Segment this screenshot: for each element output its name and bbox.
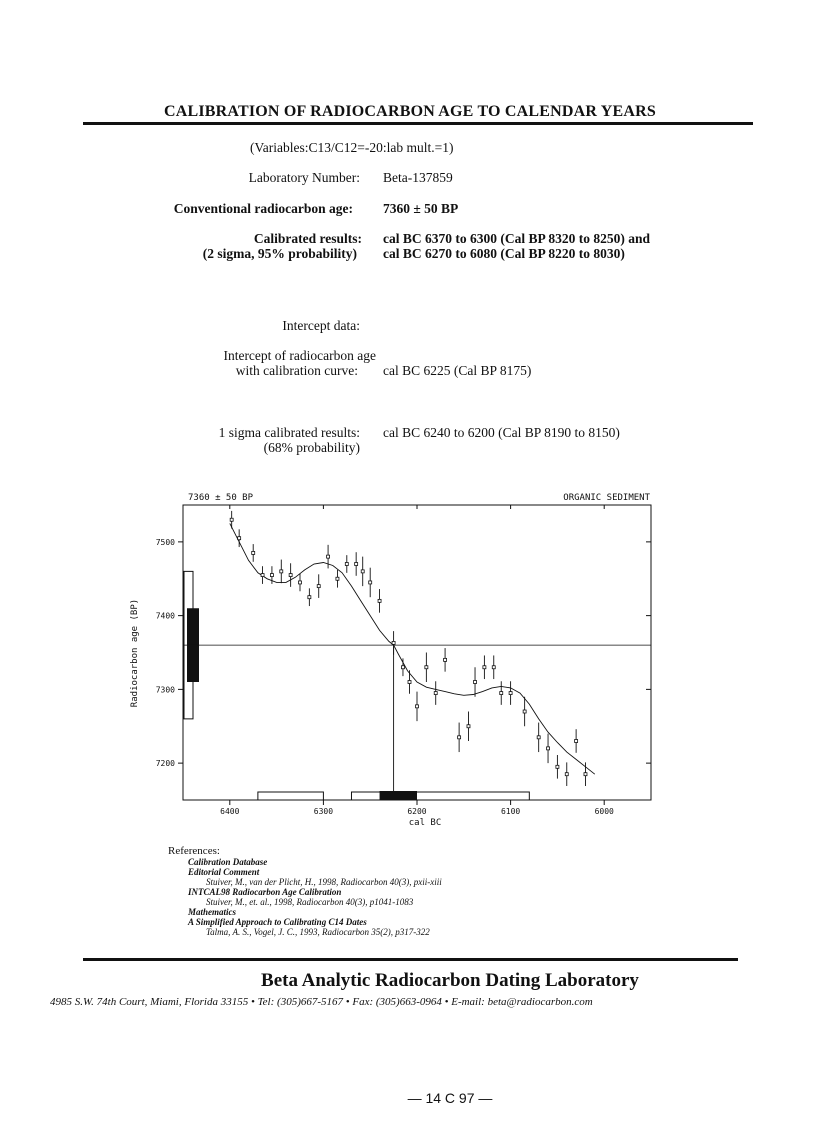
measurement-point (547, 747, 550, 750)
page-title: CALIBRATION OF RADIOCARBON AGE TO CALENDAR YEARS (163, 103, 657, 120)
x-tick-label: 6200 (407, 807, 427, 816)
y-tick-label: 7400 (155, 611, 175, 621)
cal-1sigma-bar (380, 791, 417, 800)
references-heading: References: (168, 845, 220, 857)
measurement-point (408, 681, 411, 684)
measurement-point (492, 666, 495, 669)
intercept-label-2: with calibration curve: (235, 363, 358, 378)
measurement-point (401, 666, 404, 669)
measurement-point (500, 692, 503, 695)
measurement-point (336, 577, 339, 580)
measurement-point (584, 773, 587, 776)
intercept-value: cal BC 6225 (Cal BP 8175) (383, 363, 532, 378)
measurement-point (289, 574, 292, 577)
measurement-point (467, 725, 470, 728)
references-block (168, 845, 442, 937)
lab-address: 4985 S.W. 74th Court, Miami, Florida 33155 • Tel: (305)667-5167 • Fax: (305)663-0964 • E-mail: beta@radiocarbon.com (50, 996, 593, 1008)
sigma1-value: cal BC 6240 to 6200 (Cal BP 8190 to 8150) (383, 425, 620, 440)
measurement-point (230, 518, 233, 521)
measurement-point (270, 574, 273, 577)
conventional-age-label: Conventional radiocarbon age: (173, 201, 353, 216)
measurement-point (238, 537, 241, 540)
y-tick-label: 7200 (155, 759, 175, 769)
chart-title-right: ORGANIC SEDIMENT (563, 493, 650, 503)
reference-title: INTCAL98 Radiocarbon Age Calibration (188, 887, 342, 897)
lab-name: Beta Analytic Radiocarbon Dating Laboratory (261, 970, 639, 991)
measurement-point (361, 570, 364, 573)
calibrated-value-2: cal BC 6270 to 6080 (Cal BP 8220 to 8030) (383, 246, 625, 261)
x-tick-label: 6400 (220, 807, 240, 816)
measurement-point (509, 692, 512, 695)
calibrated-value-1: cal BC 6370 to 6300 (Cal BP 8320 to 8250) and (383, 231, 651, 246)
y-tick-label: 7300 (155, 685, 175, 695)
measurement-point (327, 555, 330, 558)
x-axis (220, 505, 614, 816)
measurement-point (434, 692, 437, 695)
measurement-point (392, 641, 395, 644)
calibration-chart (125, 488, 665, 833)
measurement-point (355, 563, 358, 566)
measurement-point (308, 596, 311, 599)
measurement-point (474, 681, 477, 684)
reference-citation: Stuiver, M., van der Plicht, H., 1998, Radiocarbon 40(3), pxii-xiii (206, 877, 442, 887)
intercept-label-1: Intercept of radiocarbon age (223, 348, 376, 363)
references-list (168, 857, 442, 937)
measurement-point (565, 773, 568, 776)
variables-line: (Variables:C13/C12=-20:lab mult.=1) (250, 140, 454, 155)
measurement-point (416, 705, 419, 708)
measurement-point (483, 666, 486, 669)
measurement-point (537, 736, 540, 739)
reference-title: Mathematics (188, 907, 237, 917)
conventional-age-value: 7360 ± 50 BP (383, 201, 459, 216)
measurement-point (299, 581, 302, 584)
page-number: — 14 C 97 — (407, 1090, 493, 1106)
measurement-point (378, 599, 381, 602)
measurement-point (523, 710, 526, 713)
cal-2sigma-bar (351, 792, 529, 800)
reference-citation: Talma, A. S., Vogel, J. C., 1993, Radiocarbon 35(2), p317-322 (206, 927, 430, 937)
calibrated-label-2: (2 sigma, 95% probability) (202, 246, 357, 261)
measurement-point (556, 765, 559, 768)
sigma1-label-1: 1 sigma calibrated results: (218, 425, 360, 440)
x-axis-label: cal BC (408, 818, 442, 828)
reference-title: Editorial Comment (188, 867, 260, 877)
measurement-point (280, 570, 283, 573)
x-tick-label: 6000 (594, 807, 614, 816)
measurement-point (575, 740, 578, 743)
measurement-point (369, 581, 372, 584)
reference-title: Calibration Database (188, 857, 268, 867)
lab-number-value: Beta-137859 (383, 170, 453, 185)
y-axis (156, 538, 651, 768)
measurement-point (261, 574, 264, 577)
calibrated-label-1: Calibrated results: (253, 231, 362, 246)
chart-title-left: 7360 ± 50 BP (188, 493, 254, 503)
measurement-point (458, 736, 461, 739)
x-tick-label: 6100 (500, 807, 521, 816)
reference-citation: Stuiver, M., et. al., 1998, Radiocarbon 40(3), p1041-1083 (206, 897, 414, 907)
sigma1-label-2: (68% probability) (263, 440, 360, 455)
measurement-point (317, 585, 320, 588)
reference-title: A Simplified Approach to Calibrating C14 Dates (188, 917, 367, 927)
measurement-point (345, 563, 348, 566)
measurement-point (252, 551, 255, 554)
measurement-point (444, 658, 447, 661)
cal-2sigma-bar (258, 792, 324, 800)
measurement-point (425, 666, 428, 669)
intercept-heading: Intercept data: (282, 318, 360, 333)
footer-rule (83, 958, 738, 961)
x-tick-label: 6300 (313, 807, 334, 816)
chart-marks (183, 511, 651, 800)
y-tick-label: 7500 (155, 537, 175, 547)
title-rule (83, 122, 753, 125)
lab-number-label: Laboratory Number: (248, 170, 360, 185)
y-axis-label: Radiocarbon age (BP) (130, 598, 140, 708)
